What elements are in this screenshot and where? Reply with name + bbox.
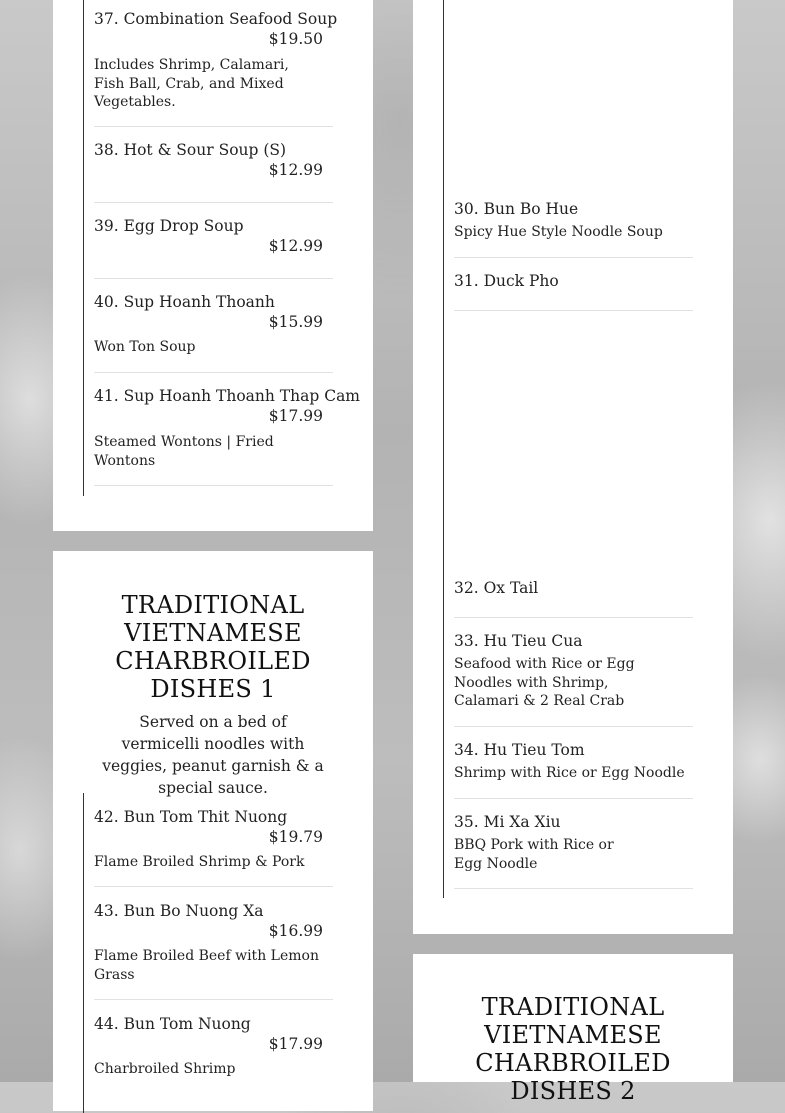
noodle-soup-menu-card	[413, 0, 733, 934]
menu-item-description: Spicy Hue Style Noodle Soup	[454, 224, 663, 240]
section-title: TRADITIONAL VIETNAMESE CHARBROILED DISHES 2	[475, 993, 671, 1105]
menu-item[interactable]	[454, 198, 693, 258]
menu-item-name: 38. Hot & Sour Soup (S)	[94, 141, 287, 159]
menu-item-name: 32. Ox Tail	[454, 579, 539, 597]
menu-item-description: BBQ Pork with Rice or Egg Noodle	[454, 837, 614, 872]
section-title: TRADITIONAL VIETNAMESE CHARBROILED DISHES 1	[115, 591, 311, 703]
charbroiled-dishes-1-card	[53, 551, 373, 1111]
menu-item[interactable]	[454, 630, 693, 727]
menu-item-name: 43. Bun Bo Nuong Xa	[94, 902, 264, 920]
menu-item-name: 41. Sup Hoanh Thoanh Thap Cam	[94, 387, 361, 405]
menu-item[interactable]	[94, 139, 333, 203]
menu-item-name: 31. Duck Pho	[454, 272, 559, 290]
menu-item-name: 35. Mi Xa Xiu	[454, 813, 561, 831]
menu-item-description: Includes Shrimp, Calamari, Fish Ball, Crab, and Mixed Vegetables.	[94, 57, 289, 110]
menu-item[interactable]	[454, 739, 693, 799]
menu-item[interactable]	[94, 900, 333, 1000]
menu-divider-rail	[83, 793, 84, 1113]
menu-item[interactable]	[94, 291, 333, 373]
menu-item[interactable]	[94, 8, 338, 127]
menu-item-description: Seafood with Rice or Egg Noodles with Shrimp, Calamari & 2 Real Crab	[454, 656, 635, 709]
menu-item[interactable]	[94, 385, 361, 486]
menu-item-name: 33. Hu Tieu Cua	[454, 632, 583, 650]
menu-item-description: Steamed Wontons | Fried Wontons	[94, 434, 274, 469]
menu-item[interactable]	[454, 270, 693, 311]
soup-menu-card	[53, 0, 373, 531]
menu-divider-rail	[443, 0, 444, 898]
menu-item-name: 44. Bun Tom Nuong	[94, 1015, 251, 1033]
menu-item-description: Charbroiled Shrimp	[94, 1061, 236, 1077]
menu-item-price: $15.99	[268, 313, 323, 331]
menu-item-description: Won Ton Soup	[94, 339, 196, 355]
menu-divider-rail	[83, 0, 84, 496]
menu-item-price: $19.79	[268, 828, 323, 846]
menu-item-description: Flame Broiled Beef with Lemon Grass	[94, 948, 319, 983]
menu-item-description: Shrimp with Rice or Egg Noodle	[454, 765, 685, 781]
menu-item[interactable]	[454, 577, 693, 618]
menu-item-price: $19.50	[268, 30, 323, 48]
menu-item-name: 34. Hu Tieu Tom	[454, 741, 585, 759]
menu-item-price: $16.99	[268, 922, 323, 940]
menu-item-price: $17.99	[268, 407, 323, 425]
section-subtitle: Served on a bed of vermicelli noodles with veggies, peanut garnish & a special sauce.	[102, 713, 324, 797]
menu-item-price: $17.99	[268, 1035, 323, 1053]
menu-item[interactable]	[94, 1013, 333, 1113]
menu-item-description: Flame Broiled Shrimp & Pork	[94, 854, 305, 870]
menu-item[interactable]	[454, 811, 693, 889]
menu-item-name: 42. Bun Tom Thit Nuong	[94, 808, 288, 826]
menu-item-price: $12.99	[268, 237, 323, 255]
menu-item[interactable]	[94, 806, 333, 887]
menu-item[interactable]	[94, 215, 333, 279]
menu-item-name: 37. Combination Seafood Soup	[94, 10, 338, 28]
menu-item-name: 39. Egg Drop Soup	[94, 217, 244, 235]
menu-item-name: 40. Sup Hoanh Thoanh	[94, 293, 275, 311]
menu-item-price: $12.99	[268, 161, 323, 179]
charbroiled-dishes-2-card	[413, 954, 733, 1105]
menu-item-name: 30. Bun Bo Hue	[454, 200, 579, 218]
